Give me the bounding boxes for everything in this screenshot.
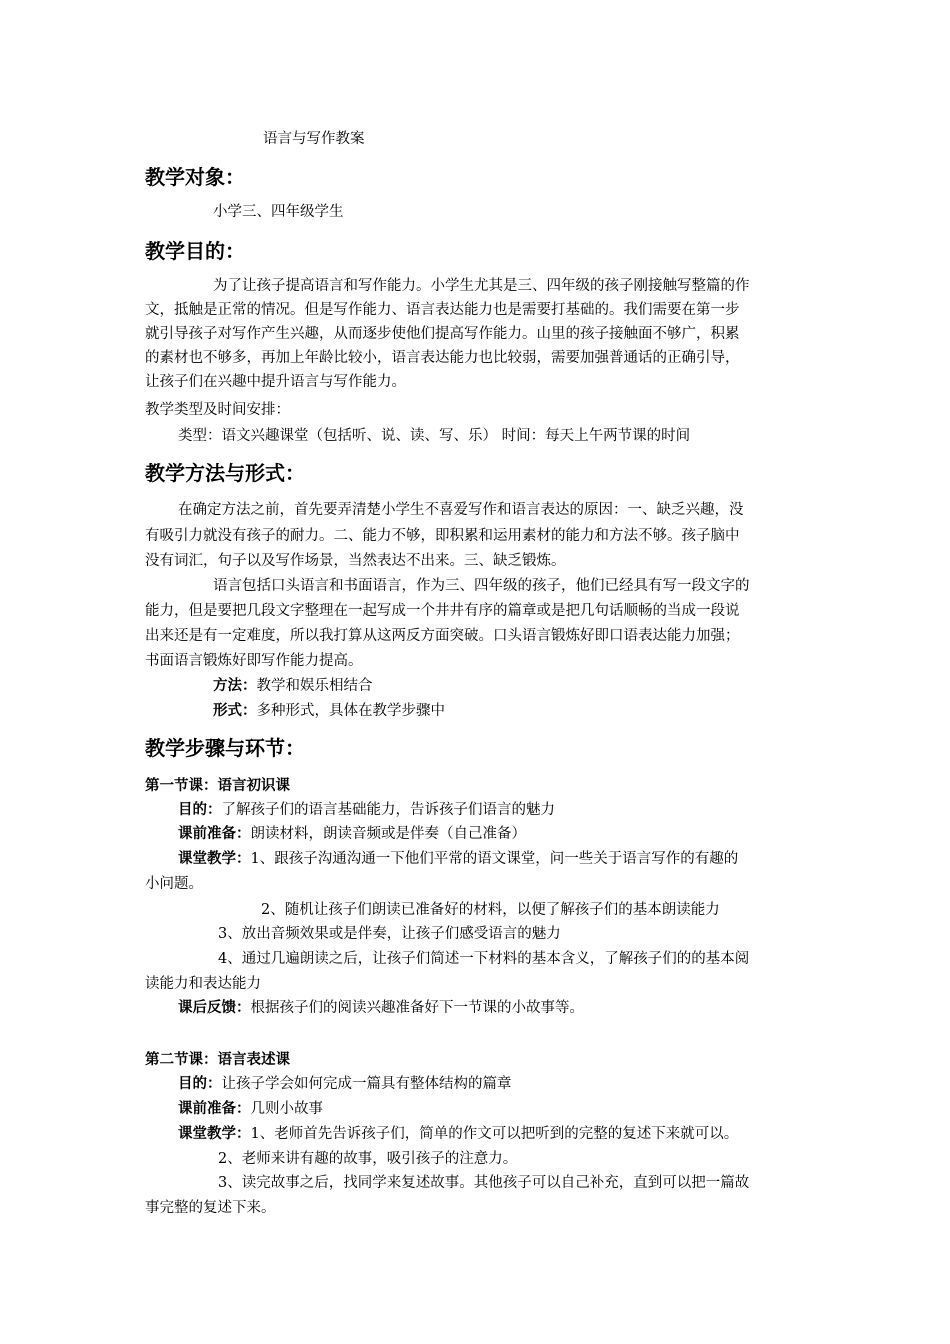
- purpose-line: 为了让孩子提高语言和写作能力。小学生尤其是三、四年级的孩子刚接触写整篇的作: [213, 278, 750, 294]
- purpose-line: 就引导孩子对写作产生兴趣，从而逐步使他们提高写作能力。山里的孩子接触面不够广，积累: [145, 326, 740, 342]
- lesson1-feedback: [178, 996, 584, 1020]
- lesson1-prep-value: 朗读材料，朗读音频或是伴奏（自己准备）: [250, 826, 526, 842]
- lesson1-item: 3、放出音频效果或是伴奏，让孩子们感受语言的魅力: [218, 926, 561, 942]
- lesson1-item-cont: 读能力和表达能力: [145, 976, 261, 992]
- lesson1-class-value: 1、跟孩子沟通沟通一下他们平常的语文课堂，问一些关于语言写作的有趣的: [250, 851, 739, 867]
- lesson2-item-cont: 事完整的复述下来。: [145, 1200, 276, 1216]
- method-heading: 教学方法与形式：: [145, 461, 305, 485]
- lesson2-item: 2、老师来讲有趣的故事，吸引孩子的注意力。: [218, 1151, 518, 1167]
- lesson1-goal: [178, 798, 555, 822]
- doc-title: 语言与写作教案: [263, 131, 365, 147]
- lesson2-goal-value: 让孩子学会如何完成一篇具有整体结构的篇章: [221, 1076, 512, 1092]
- object-text: 小学三、四年级学生: [213, 204, 344, 220]
- method-line: 书面语言锻炼好即写作能力提高。: [145, 653, 363, 669]
- lesson2-goal: [178, 1072, 512, 1096]
- lesson2-prep: [178, 1097, 323, 1121]
- lesson2-prep-label: 课前准备：: [178, 1100, 251, 1117]
- purpose-heading: 教学目的：: [145, 239, 245, 263]
- method-line: 出来还是有一定难度，所以我打算从这两反方面突破。口头语言锻炼好即口语表达能力加强；: [145, 628, 740, 644]
- lesson1-prep-label: 课前准备：: [178, 825, 251, 842]
- lesson1-feedback-value: 根据孩子们的阅读兴趣准备好下一节课的小故事等。: [250, 1000, 584, 1016]
- lesson1-class: [178, 847, 738, 871]
- lesson1-feedback-label: 课后反馈：: [178, 999, 251, 1016]
- form-row: [213, 699, 445, 723]
- purpose-line: 让孩子们在兴趣中提升语言与写作能力。: [145, 374, 406, 390]
- type-text: 类型：语文兴趣课堂（包括听、说、读、写、乐） 时间：每天上午两节课的时间: [178, 428, 691, 444]
- lesson1-prep: [178, 822, 526, 846]
- lesson2-class-label: 课堂教学：: [178, 1125, 251, 1142]
- method-label: 方法：: [213, 677, 257, 694]
- lesson1-item: 4、通过几遍朗读之后，让孩子们简述一下材料的基本含义，了解孩子们的的基本阅: [218, 951, 750, 967]
- lesson1-class-label: 课堂教学：: [178, 850, 251, 867]
- form-value: 多种形式，具体在教学步骤中: [256, 703, 445, 719]
- object-heading: 教学对象：: [145, 165, 245, 189]
- lesson2-title: 第二节课：语言表述课: [145, 1051, 290, 1068]
- form-label: 形式：: [213, 702, 257, 719]
- method-line: 在确定方法之前，首先要弄清楚小学生不喜爱写作和语言表达的原因：一、缺乏兴趣，没: [178, 502, 744, 518]
- lesson1-goal-value: 了解孩子们的语言基础能力，告诉孩子们语言的魅力: [221, 802, 555, 818]
- method-value: 教学和娱乐相结合: [256, 678, 373, 694]
- lesson2-class-value: 1、老师首先告诉孩子们，简单的作文可以把听到的完整的复述下来就可以。: [250, 1126, 739, 1142]
- method-row: [213, 674, 373, 698]
- purpose-line: 的素材也不够多，再加上年龄比较小，语言表达能力也比较弱，需要加强普通话的正确引导，: [145, 350, 740, 366]
- lesson2-goal-label: 目的：: [178, 1075, 222, 1092]
- lesson1-goal-label: 目的：: [178, 801, 222, 818]
- steps-heading: 教学步骤与环节：: [145, 736, 305, 760]
- method-line: 有吸引力就没有孩子的耐力。二、能力不够，即积累和运用素材的能力和方法不够。孩子脑中: [145, 528, 740, 544]
- type-label: 教学类型及时间安排：: [145, 402, 290, 418]
- method-line: 语言包括口头语言和书面语言，作为三、四年级的孩子，他们已经具有写一段文字的: [213, 578, 750, 594]
- lesson1-item: 2、随机让孩子们朗读已准备好的材料，以便了解孩子们的基本朗读能力: [261, 902, 720, 918]
- lesson2-item: 3、读完故事之后，找同学来复述故事。其他孩子可以自己补充，直到可以把一篇故: [218, 1175, 750, 1191]
- lesson2-class: [178, 1122, 738, 1146]
- lesson1-class-cont: 小问题。: [145, 876, 203, 892]
- lesson1-title: 第一节课：语言初识课: [145, 777, 290, 794]
- lesson2-prep-value: 几则小故事: [250, 1101, 323, 1117]
- purpose-line: 文，抵触是正常的情况。但是写作能力、语言表达能力也是需要打基础的。我们需要在第一步: [145, 302, 740, 318]
- method-line: 没有词汇，句子以及写作场景，当然表达不出来。三、缺乏锻炼。: [145, 553, 566, 569]
- method-line: 能力，但是要把几段文字整理在一起写成一个井井有序的篇章或是把几句话顺畅的当成一段说: [145, 603, 740, 619]
